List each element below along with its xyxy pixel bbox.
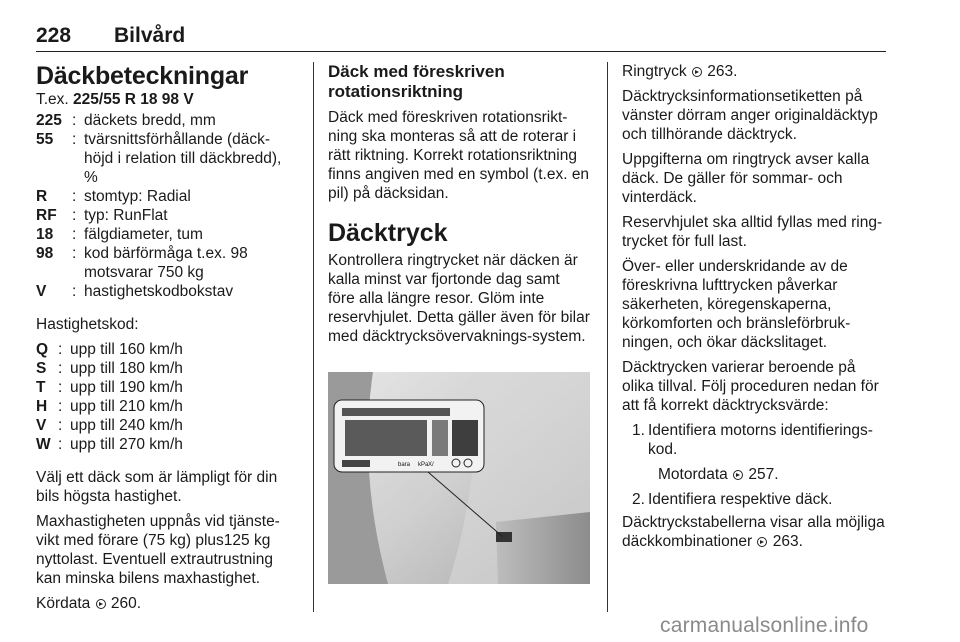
procedure-step	[632, 490, 890, 509]
code-key: V	[36, 283, 47, 300]
code-value: typ: RunFlat	[84, 207, 168, 224]
page-reference-icon	[733, 470, 743, 480]
procedure-list	[632, 421, 890, 509]
speed-value: upp till 240 km/h	[70, 417, 183, 434]
heading-rotation-direction: Däck med föreskriven rotationsriktning	[328, 62, 505, 101]
speed-row: W : upp till 270 km/h	[36, 435, 294, 454]
speed-key: H	[36, 398, 48, 415]
watermark: carmanualsonline.info	[660, 614, 869, 637]
code-list	[36, 111, 294, 301]
column-middle	[328, 62, 590, 352]
code-row: R : stomtyp: Radial	[36, 187, 294, 206]
code-row: 55 : tvärsnittsförhållande (däck-höjd i relation till däckbredd), %	[36, 130, 294, 187]
step-number: 1.	[632, 422, 645, 439]
speed-value: upp till 190 km/h	[70, 379, 183, 396]
speed-key: V	[36, 417, 47, 434]
example-code: 225/55 R 18 98 V	[73, 91, 194, 108]
page-reference-icon	[692, 67, 702, 77]
procedure-step	[632, 421, 890, 459]
figure-label-psi: X/	[428, 462, 434, 468]
code-key: 98	[36, 245, 54, 262]
column-divider	[607, 62, 608, 612]
heading-tire-designations: Däckbeteckningar	[36, 62, 249, 90]
reference-label: Motordata	[658, 466, 728, 483]
column-right	[622, 62, 890, 557]
example-line	[36, 90, 294, 109]
step-text: Identifiera respektive däck.	[648, 491, 833, 508]
column-divider	[313, 62, 314, 612]
speed-row: H : upp till 210 km/h	[36, 397, 294, 416]
code-key: RF	[36, 207, 57, 224]
figure-label-kpa: kPa	[418, 462, 429, 468]
code-value: kod bärförmåga t.ex. 98 motsvarar 750 kg	[84, 245, 248, 281]
speed-row: V : upp till 240 km/h	[36, 416, 294, 435]
reference-label: Ringtryck	[622, 63, 687, 80]
speed-row: Q : upp till 160 km/h	[36, 340, 294, 359]
page-header	[36, 22, 886, 52]
page-number: 228	[36, 24, 72, 47]
cross-reference[interactable]	[658, 465, 890, 484]
speed-key: W	[36, 436, 51, 453]
paragraph: Över- eller underskridande av de föreskrivna lufttrycken påverkar säkerheten, köregenskaperna, körkomforten och bränsleförbruk-ningen, och ökar däckslitaget.	[622, 258, 851, 351]
paragraph: Reservhjulet ska alltid fyllas med ring-trycket för full last.	[622, 214, 883, 250]
speed-value: upp till 160 km/h	[70, 341, 183, 358]
step-number: 2.	[632, 491, 645, 508]
code-row: V : hastighetskodbokstav	[36, 282, 294, 301]
cross-reference[interactable]	[622, 62, 890, 81]
reference-page: 263.	[707, 63, 738, 80]
code-value: däckets bredd, mm	[84, 112, 216, 129]
code-value: hastighetskodbokstav	[84, 283, 234, 300]
code-value: fälgdiameter, tum	[84, 226, 203, 243]
door-frame-drawing	[328, 372, 590, 584]
code-row: 98 : kod bärförmåga t.ex. 98 motsvarar 750 kg	[36, 244, 294, 282]
reference-label: Kördata	[36, 595, 91, 612]
code-key: R	[36, 188, 48, 205]
code-row: RF : typ: RunFlat	[36, 206, 294, 225]
reference-page: 260.	[110, 595, 142, 612]
page-reference-icon	[757, 537, 767, 547]
reference-page[interactable]: 263.	[772, 533, 803, 550]
paragraph: Maxhastigheten uppnås vid tjänste-vikt med förare (75 kg) plus125 kg nyttolast. Eventuell extrautrustning kan minska bilens maxhastighet.	[36, 513, 280, 587]
code-key: 55	[36, 131, 54, 148]
speed-code-list	[36, 340, 294, 454]
speed-value: upp till 210 km/h	[70, 398, 183, 415]
paragraph	[622, 513, 890, 551]
speed-row: S : upp till 180 km/h	[36, 359, 294, 378]
paragraph: Uppgifterna om ringtryck avser kalla däck. De gäller för sommar- och vinterdäck.	[622, 151, 870, 206]
reference-page: 257.	[748, 466, 779, 483]
figure-label-bar: bara	[398, 462, 411, 468]
heading-tire-pressure: Däcktryck	[328, 219, 448, 247]
paragraph: Däck med föreskriven rotationsrikt-ning ska monteras så att de roterar i rätt riktning. Korrekt rotationsriktning finns angiven med en symbol (t.ex. en pil) på däcksidan.	[328, 109, 590, 202]
paragraph: Kontrollera ringtrycket när däcken är kalla minst var fjortonde dag samt före alla längre resor. Glöm inte reservhjulet. Detta gäller även för bilar med däcktrycksövervaknings-system.	[328, 252, 590, 345]
speed-key: Q	[36, 341, 49, 358]
code-row: 18 : fälgdiameter, tum	[36, 225, 294, 244]
tire-pressure-label-illustration	[328, 372, 590, 584]
speed-value: upp till 180 km/h	[70, 360, 183, 377]
paragraph: Däcktrycksinformationsetiketten på vänster dörram anger originaldäcktyp och tillhörande däcktryck.	[622, 88, 878, 143]
paragraph: Däcktrycken varierar beroende på olika tillval. Följ proceduren nedan för att få korrekt däcktrycksvärde:	[622, 359, 879, 414]
speed-value: upp till 270 km/h	[70, 436, 183, 453]
code-value: tvärsnittsförhållande (däck-höjd i relation till däckbredd), %	[84, 131, 282, 186]
page-reference-icon	[96, 599, 106, 609]
speed-row: T : upp till 190 km/h	[36, 378, 294, 397]
speed-key: T	[36, 379, 46, 396]
code-value: stomtyp: Radial	[84, 188, 191, 205]
section-title: Bilvård	[114, 24, 186, 47]
code-key: 18	[36, 226, 54, 243]
code-key: 225	[36, 112, 62, 129]
speed-key: S	[36, 360, 47, 377]
column-left	[36, 62, 294, 619]
code-row: 225 : däckets bredd, mm	[36, 111, 294, 130]
paragraph: Välj ett däck som är lämpligt för din bils högsta hastighet.	[36, 469, 278, 505]
paragraph-text: Däcktryckstabellerna visar alla möjliga däckkombinationer	[622, 514, 885, 550]
cross-reference[interactable]	[36, 594, 294, 613]
example-prefix: T.ex.	[36, 91, 69, 108]
step-text: Identifiera motorns identifierings-kod.	[648, 422, 873, 458]
speed-code-label: Hastighetskod:	[36, 316, 139, 333]
